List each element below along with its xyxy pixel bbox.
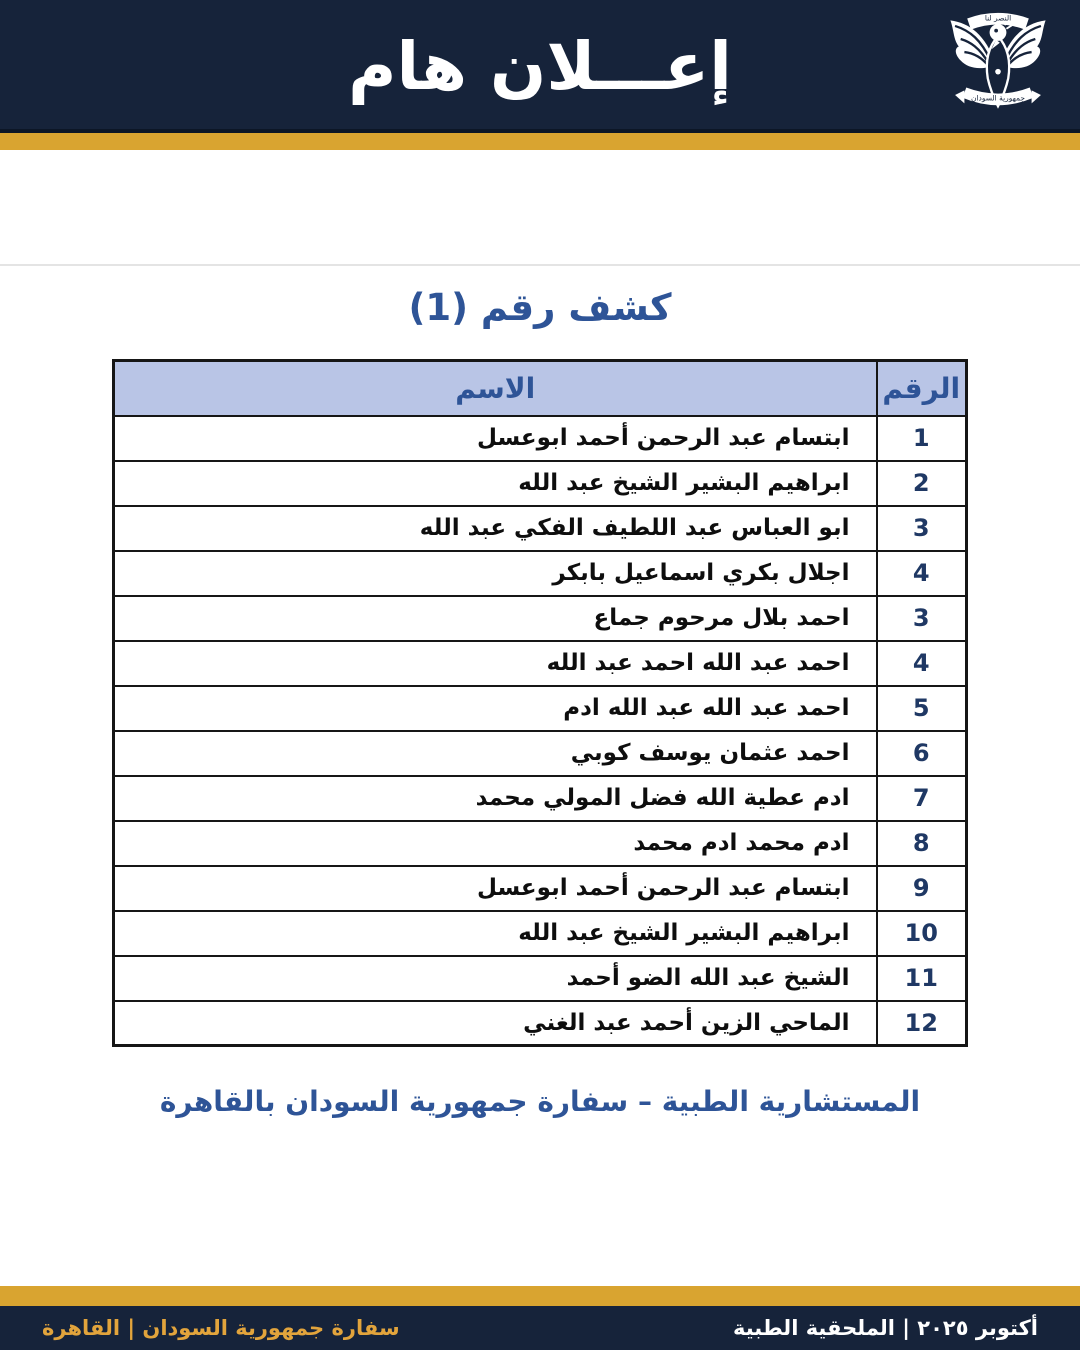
row-name: ابو العباس عبد اللطيف الفكي عبد الله bbox=[114, 506, 877, 551]
row-number: 7 bbox=[877, 776, 967, 821]
divider-rule bbox=[0, 264, 1080, 266]
row-number: 5 bbox=[877, 686, 967, 731]
table-row bbox=[114, 416, 967, 461]
footnote: المستشارية الطبية – سفارة جمهورية السودان بالقاهرة bbox=[159, 1085, 921, 1118]
table-row bbox=[114, 551, 967, 596]
row-name: احمد عثمان يوسف كوبي bbox=[114, 731, 877, 776]
roster-table-body bbox=[114, 416, 967, 1046]
footer-date-department-text: أكتوبر ٢٠٢٥ | الملحقية الطبية bbox=[732, 1316, 1038, 1340]
row-number: 11 bbox=[877, 956, 967, 1001]
footer-embassy-text: سفارة جمهورية السودان | القاهرة bbox=[42, 1316, 400, 1340]
row-name: ابتسام عبد الرحمن أحمد ابوعسل bbox=[114, 866, 877, 911]
row-name: احمد عبد الله احمد عبد الله bbox=[114, 641, 877, 686]
row-name: اجلال بكري اسماعيل بابكر bbox=[114, 551, 877, 596]
footer-band bbox=[0, 1306, 1080, 1350]
table-row bbox=[114, 596, 967, 641]
row-number: 4 bbox=[877, 641, 967, 686]
footer-gold-stripe bbox=[0, 1286, 1080, 1306]
row-name: ادم عطية الله فضل المولي محمد bbox=[114, 776, 877, 821]
row-name: ابراهيم البشير الشيخ عبد الله bbox=[114, 911, 877, 956]
footer bbox=[0, 1286, 1080, 1350]
row-number: 12 bbox=[877, 1001, 967, 1046]
sudan-coat-of-arms-emblem bbox=[942, 5, 1054, 129]
row-name: ابتسام عبد الرحمن أحمد ابوعسل bbox=[114, 416, 877, 461]
row-number: 3 bbox=[877, 596, 967, 641]
top-ribbon-text: النصر لنا bbox=[984, 13, 1012, 23]
row-name: ادم محمد ادم محمد bbox=[114, 821, 877, 866]
table-row bbox=[114, 731, 967, 776]
table-row bbox=[114, 641, 967, 686]
table-row bbox=[114, 866, 967, 911]
table-row bbox=[114, 461, 967, 506]
row-name: احمد بلال مرحوم جماع bbox=[114, 596, 877, 641]
row-name: الماحي الزين أحمد عبد الغني bbox=[114, 1001, 877, 1046]
table-row bbox=[114, 506, 967, 551]
table-row bbox=[114, 911, 967, 956]
row-name: احمد عبد الله عبد الله ادم bbox=[114, 686, 877, 731]
column-header-number: الرقم bbox=[877, 361, 967, 416]
roster-header-row bbox=[114, 361, 967, 416]
page-title: إعـــلان هام bbox=[348, 28, 732, 105]
shield-dot bbox=[995, 69, 1001, 75]
row-number: 6 bbox=[877, 731, 967, 776]
row-number: 10 bbox=[877, 911, 967, 956]
table-row bbox=[114, 776, 967, 821]
table-row bbox=[114, 1001, 967, 1046]
row-number: 8 bbox=[877, 821, 967, 866]
row-number: 9 bbox=[877, 866, 967, 911]
column-header-name: الاسم bbox=[114, 361, 877, 416]
row-number: 2 bbox=[877, 461, 967, 506]
row-name: ابراهيم البشير الشيخ عبد الله bbox=[114, 461, 877, 506]
header-band bbox=[0, 0, 1080, 133]
list-title: كشف رقم (1) bbox=[408, 286, 672, 329]
row-number: 3 bbox=[877, 506, 967, 551]
row-name: الشيخ عبد الله الضو أحمد bbox=[114, 956, 877, 1001]
table-row bbox=[114, 686, 967, 731]
row-number: 1 bbox=[877, 416, 967, 461]
table-row bbox=[114, 956, 967, 1001]
bottom-ribbon-text: جمهورية السودان bbox=[971, 93, 1025, 103]
roster-table bbox=[112, 359, 968, 1047]
header-gold-stripe bbox=[0, 133, 1080, 150]
table-row bbox=[114, 821, 967, 866]
row-number: 4 bbox=[877, 551, 967, 596]
